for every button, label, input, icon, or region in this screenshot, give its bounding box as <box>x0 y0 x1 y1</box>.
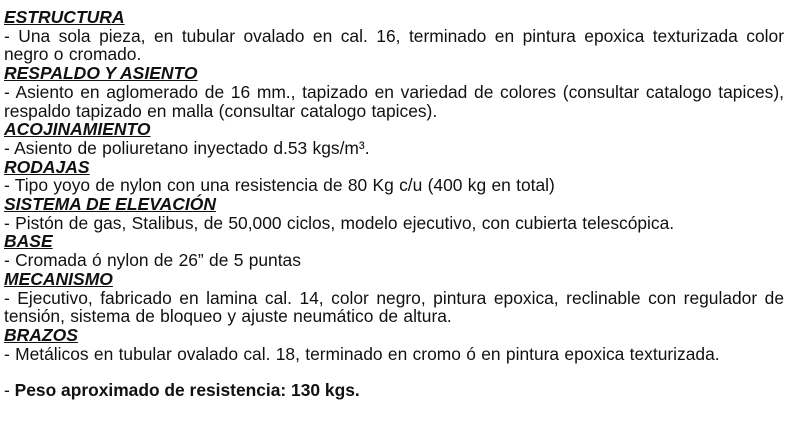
section-title: MECANISMO <box>4 268 113 289</box>
section-brazos <box>4 326 784 363</box>
spacer <box>4 363 784 381</box>
section-title: SISTEMA DE ELEVACIÓN <box>4 194 216 215</box>
section-body: - Metálicos en tubular ovalado cal. 18, terminado en cromo ó en pintura epoxica texturizada. <box>4 343 720 364</box>
product-spec-document <box>4 8 784 400</box>
weight-note-prefix: - <box>4 380 15 401</box>
section-body: - Asiento en aglomerado de 16 mm., tapizado en variedad de colores (consultar catalogo tapices), respaldo tapizado en malla (consultar catalogo tapices). <box>4 81 784 121</box>
section-body: - Ejecutivo, fabricado en lamina cal. 14, color negro, pintura epoxica, reclinable con regulador de tensión, sistema de bloqueo y ajuste neumático de altura. <box>4 287 784 327</box>
section-title: ESTRUCTURA <box>4 7 125 27</box>
section-body: - Una sola pieza, en tubular ovalado en cal. 16, terminado en pintura epoxica texturizada color negro o cromado. <box>4 25 784 65</box>
section-respaldo-y-asiento <box>4 64 784 120</box>
section-title: BASE <box>4 231 53 252</box>
weight-note <box>4 381 784 400</box>
section-title: RODAJAS <box>4 156 90 177</box>
section-mecanismo <box>4 270 784 326</box>
section-sistema-de-elevacion <box>4 195 784 232</box>
section-body: - Asiento de poliuretano inyectado d.53 kgs/m³. <box>4 137 370 158</box>
section-acojinamiento <box>4 120 784 157</box>
section-estructura <box>4 8 784 64</box>
section-title: BRAZOS <box>4 324 78 345</box>
weight-note-text: Peso aproximado de resistencia: 130 kgs. <box>14 380 360 401</box>
section-base <box>4 232 784 269</box>
section-rodajas <box>4 158 784 195</box>
section-body: - Tipo yoyo de nylon con una resistencia de 80 Kg c/u (400 kg en total) <box>4 175 555 196</box>
section-title: ACOJINAMIENTO <box>4 119 151 140</box>
section-body: - Cromada ó nylon de 26” de 5 puntas <box>4 250 301 271</box>
section-title: RESPALDO Y ASIENTO <box>4 63 198 84</box>
section-body: - Pistón de gas, Stalibus, de 50,000 ciclos, modelo ejecutivo, con cubierta telescópica. <box>4 212 675 233</box>
